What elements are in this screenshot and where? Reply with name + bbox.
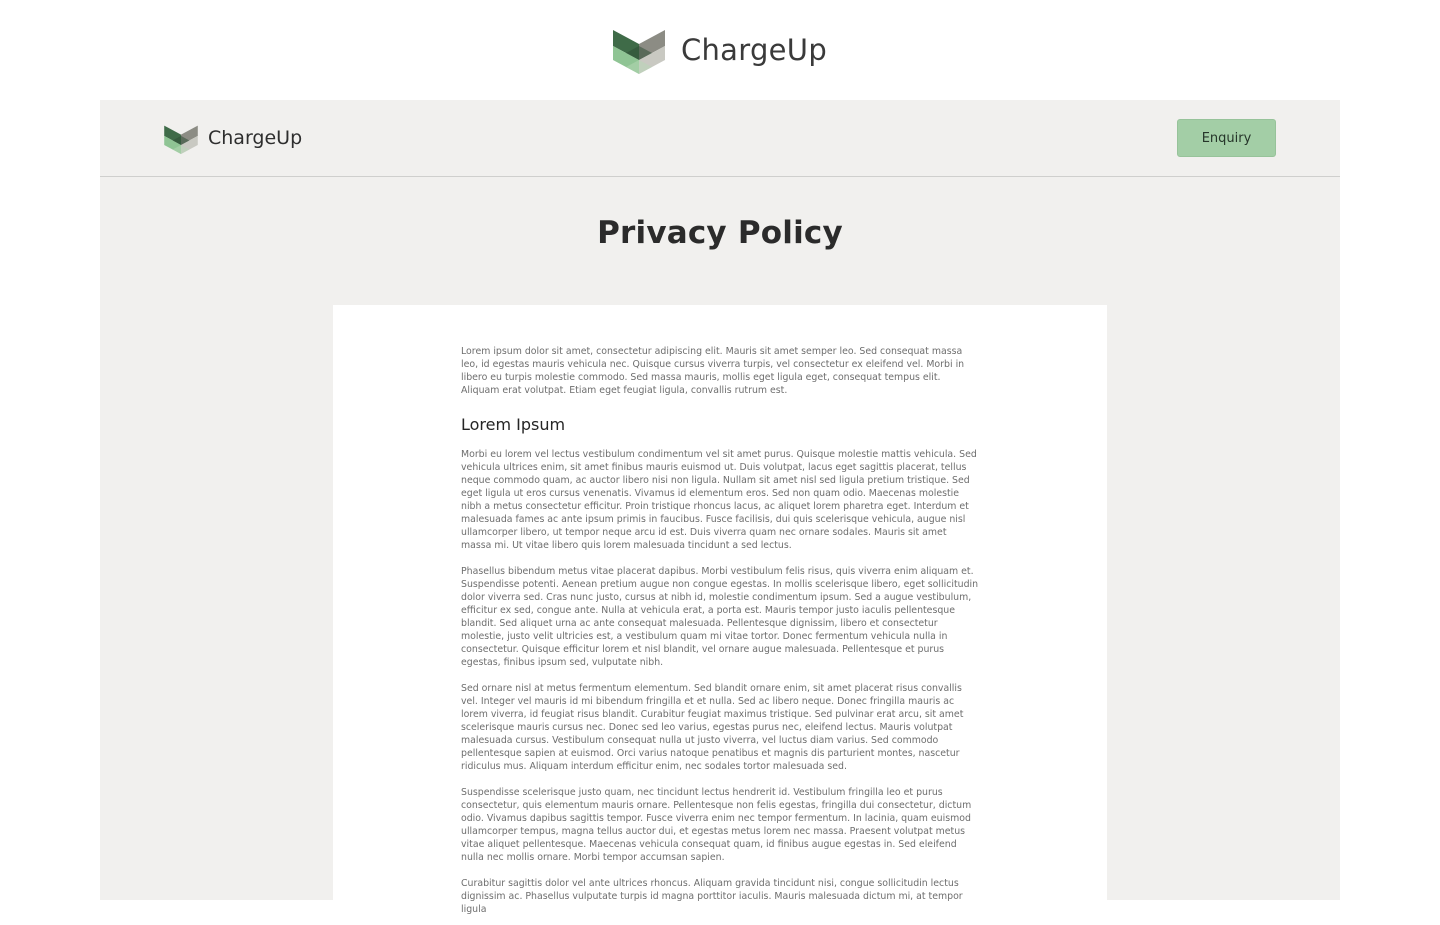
chevron-shield-logo-icon <box>164 123 198 154</box>
nav-brand-name: ChargeUp <box>208 127 303 149</box>
policy-document <box>333 305 1107 925</box>
enquiry-button[interactable]: Enquiry <box>1177 119 1276 157</box>
body-paragraph: Suspendisse scelerisque justo quam, nec tincidunt lectus hendrerit id. Vestibulum fringilla leo et purus consectetur, quis elementum mauris ornare. Pellentesque non felis egestas, fringilla dui consectetur, dictum odio. Vivamus dapibus sagittis tempor. Fusce viverra enim nec tempor fermentum. In lacinia, quam euismod ullamcorper tempus, magna tellus auctor dui, et egestas metus lorem nec massa. Praesent volutpat metus vitae aliquet pellentesque. Maecenas vehicula consequat quam, id finibus augue egestas in. Sed eleifend nulla nec mollis ornare. Morbi tempor accumsan sapien. <box>461 787 972 863</box>
body-paragraph: Curabitur sagittis dolor vel ante ultrices rhoncus. Aliquam gravida tincidunt nisi, congue sollicitudin lectus dignissim ac. Phasellus vulputate turpis id magna porttitor iaculis. Mauris malesuada dictum mi, at tempor ligula <box>461 878 963 915</box>
page-title: Privacy Policy <box>597 215 843 251</box>
body-paragraph: Phasellus bibendum metus vitae placerat dapibus. Morbi vestibulum felis risus, quis viverra enim aliquam et. Suspendisse potenti. Aenean pretium augue non congue egestas. In mollis scelerisque libero, eget sollicitudin dolor viverra sed. Cras nunc justo, cursus at nibh id, molestie condimentum ipsum. Sed a augue vestibulum, efficitur ex sed, congue ante. Nulla at vehicula erat, a porta est. Mauris tempor justo iaculis pellentesque blandit. Sed aliquet urna ac ante consequat malesuada. Pellentesque dignissim, libero et consectetur molestie, justo velit ultricies est, a vestibulum quam mi vitae tortor. Donec fermentum vehicula nulla in consectetur. Quisque efficitur lorem et nisl blandit, vel ornare augue malesuada. Pellentesque et purus egestas, finibus ipsum sed, vulputate nibh. <box>461 566 979 668</box>
chevron-shield-logo-icon <box>613 26 665 74</box>
nav-logo-link[interactable] <box>164 123 302 154</box>
site-preview-frame <box>100 100 1340 915</box>
section-heading: Lorem Ipsum <box>461 415 566 434</box>
intro-paragraph: Lorem ipsum dolor sit amet, consectetur adipiscing elit. Mauris sit amet semper leo. Sed consequat massa leo, id egestas mauris vehicula nec. Quisque cursus viverra turpis, vel consectetur ex eleifend vel. Morbi in libero eu turpis molestie commodo. Sed massa mauris, mollis eget ligula eget, consequat tempus elit. Aliquam erat volutpat. Etiam eget feugiat ligula, convallis rutrum est. <box>461 346 965 396</box>
body-paragraph: Morbi eu lorem vel lectus vestibulum condimentum vel sit amet purus. Quisque molestie mattis vehicula. Sed vehicula ultrices enim, sit amet finibus mauris euismod ut. Duis volutpat, lacus eget sagittis placerat, tellus neque commodo quam, ac auctor libero nisi non ligula. Nullam sit amet nisl sed ligula pretium tristique. Sed eget ligula ut eros cursus venenatis. Vivamus id elementum eros. Sed non quam odio. Maecenas molestie nibh a metus consectetur efficitur. Proin tristique rhoncus lacus, ac aliquet lorem pharetra eget. Interdum et malesuada fames ac ante ipsum primis in faucibus. Fusce facilisis, dui quis scelerisque vehicula, augue nisl ullamcorper libero, ut tempor neque arcu id est. Duis viverra quam nec ornare sodales. Mauris sit amet massa mi. Ut vitae libero quis lorem malesuada tincidunt a sed lectus. <box>461 449 977 551</box>
body-paragraph: Sed ornare nisl at metus fermentum elementum. Sed blandit ornare enim, sit amet placerat risus convallis vel. Integer vel mauris id mi bibendum fringilla et et nulla. Sed ac libero neque. Donec fringilla mauris ac lorem viverra, id feugiat risus blandit. Curabitur feugiat maximus tristique. Sed pulvinar erat arcu, sit amet scelerisque mauris cursus nec. Donec sed leo varius, egestas purus nec, eleifend lectus. Mauris volutpat malesuada cursus. Vestibulum consequat nulla ut justo viverra, vel luctus diam varius. Sed commodo pellentesque sapien at euismod. Orci varius natoque penatibus et magnis dis parturient montes, nascetur ridiculus mus. Aliquam interdum efficitur enim, nec sodales tortor malesuada sed. <box>461 683 964 772</box>
site-navbar <box>100 100 1340 177</box>
brand-name: ChargeUp <box>680 33 828 67</box>
top-brand-header <box>0 0 1440 100</box>
